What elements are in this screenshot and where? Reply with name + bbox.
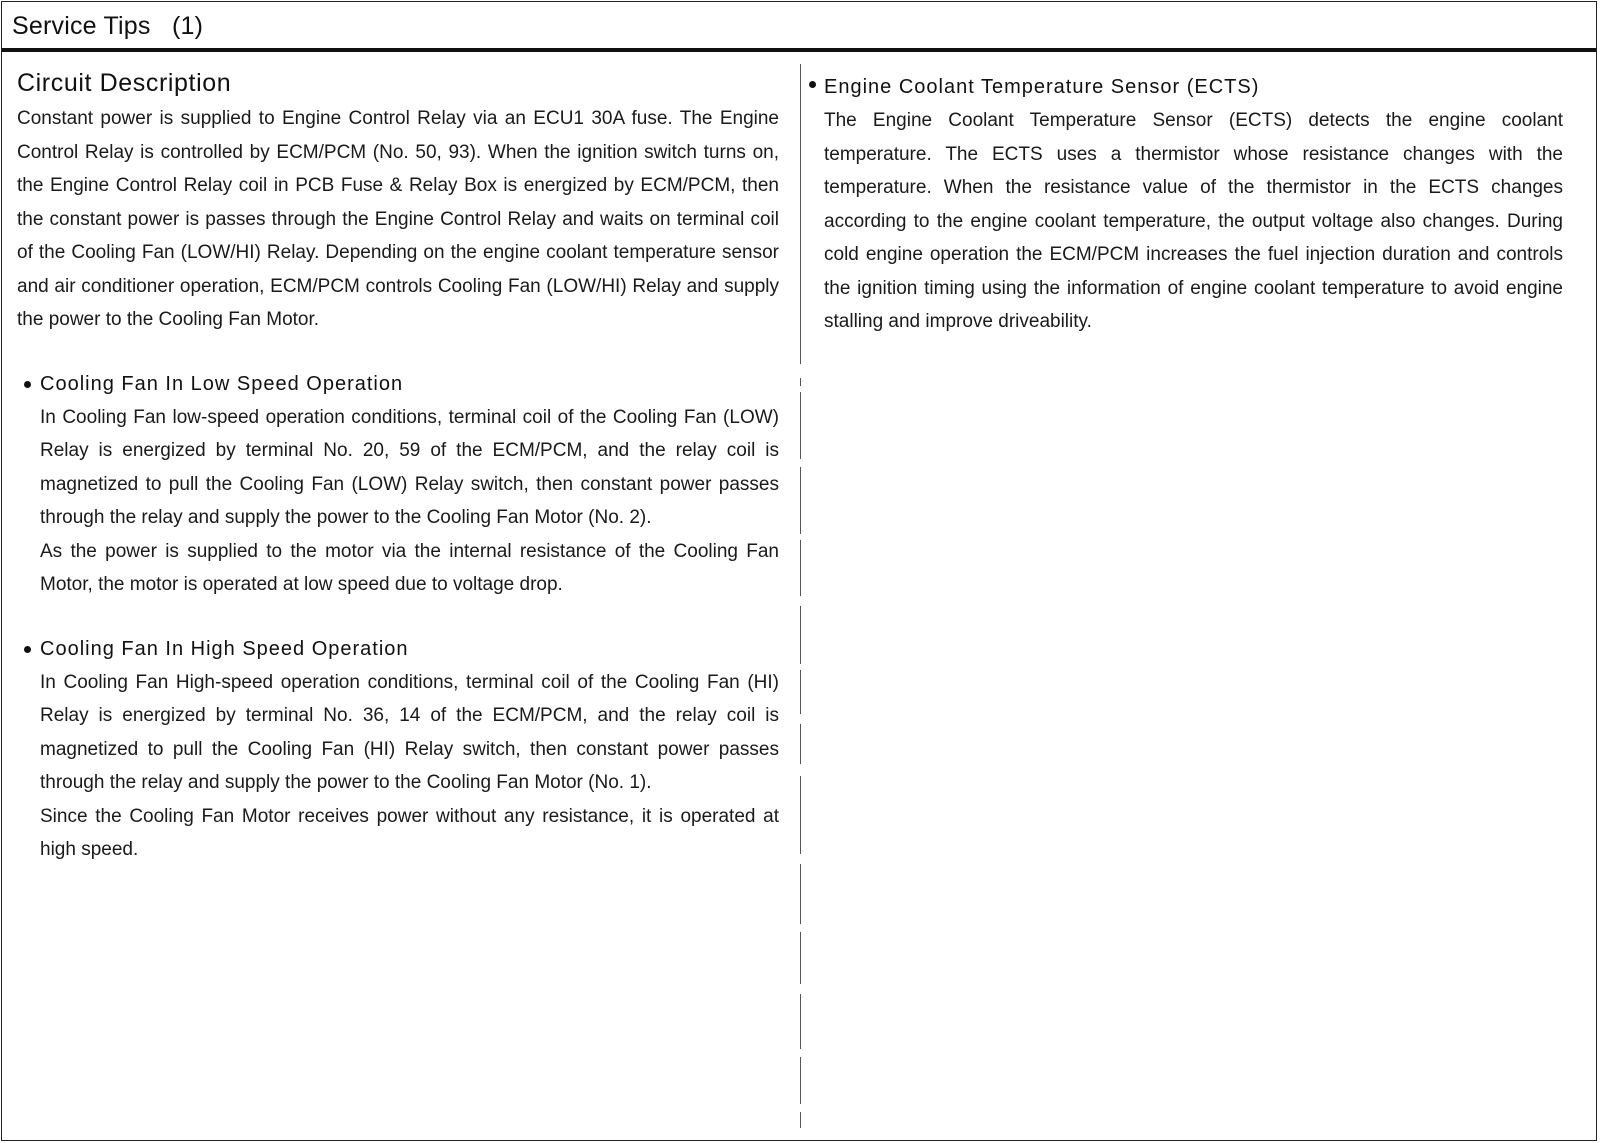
low-speed-text-1: In Cooling Fan low-speed operation conditions, terminal coil of the Cooling Fan (LOW) Relay is energized by terminal No. 20, 59 of the ECM/PCM, and the relay coil is magnetized to pull the Cooling Fan (LOW) Relay switch, then constant power passes through the relay and supply the power to the Cooling Fan Motor (No. 2). [40,406,779,528]
bullet-icon [24,646,31,653]
low-speed-text-2: As the power is supplied to the motor via the internal resistance of the Cooling Fan Motor, the motor is operated at low speed due to voltage drop. [40,540,779,595]
column-divider-gaps [799,64,802,1128]
circuit-description-text: Constant power is supplied to Engine Control Relay via an ECU1 30A fuse. The Engine Control Relay is controlled by ECM/PCM (No. 50, 93). When the ignition switch turns on, the Engine Control Relay coil in PCB Fuse & Relay Box is energized by ECM/PCM, then the constant power is passes through the Engine Control Relay and waits on terminal coil of the Cooling Fan (LOW/HI) Relay. Depending on the engine coolant temperature sensor and air conditioner operation, ECM/PCM controls Cooling Fan (LOW/HI) Relay and supply the power to the Cooling Fan Motor. [17,108,779,330]
ects-section [805,70,1563,339]
ects-text: The Engine Coolant Temperature Sensor (ECTS) detects the engine coolant temperature. The ECTS uses a thermistor whose resistance changes with the temperature. When the resistance value of the thermistor in the ECTS changes according to the engine coolant temperature, the output voltage also changes. During cold engine operation the ECM/PCM increases the fuel injection duration and controls the ignition timing using the information of engine coolant temperature to avoid engine stalling and improve driveability. [824,110,1563,332]
circuit-description-heading: Circuit Description [17,69,232,97]
ects-heading: Engine Coolant Temperature Sensor (ECTS) [824,76,1260,98]
high-speed-heading: Cooling Fan In High Speed Operation [40,637,409,660]
bullet-icon [809,81,816,88]
page-title: Service Tips (1) [12,12,204,40]
left-column [17,66,779,867]
page-frame [1,1,1597,1141]
high-speed-text-2: Since the Cooling Fan Motor receives power without any resistance, it is operated at high speed. [40,805,779,860]
title-bar [2,2,1596,52]
right-column [824,70,1582,339]
high-speed-text-1: In Cooling Fan High-speed operation conditions, terminal coil of the Cooling Fan (HI) Relay is energized by terminal No. 36, 14 of the ECM/PCM, and the relay coil is magnetized to pull the Cooling Fan (HI) Relay switch, then constant power passes through the relay and supply the power to the Cooling Fan Motor (No. 1). [40,671,779,793]
high-speed-section [17,632,779,867]
low-speed-section [17,367,779,602]
low-speed-heading: Cooling Fan In Low Speed Operation [40,372,404,395]
bullet-icon [24,381,31,388]
